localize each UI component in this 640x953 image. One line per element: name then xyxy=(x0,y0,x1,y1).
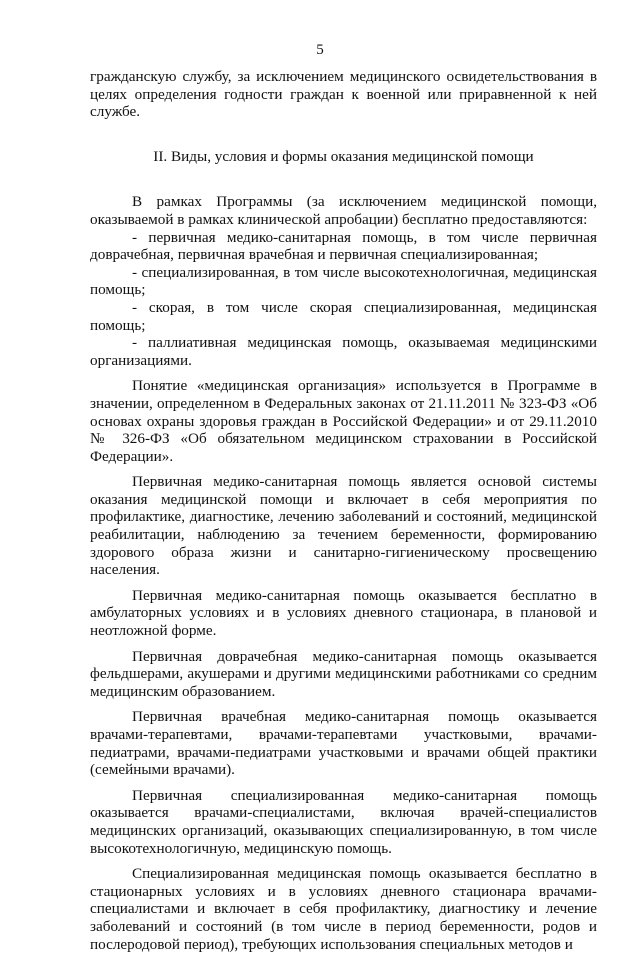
paragraph-prephysician-care: Первичная доврачебная медико-санитарная помощь оказывается фельдшерами, акушерами и другими медицинскими работниками со средним медицинским образованием. xyxy=(90,647,597,700)
page-number: 5 xyxy=(316,42,324,58)
paragraph-specialist-care: Первичная специализированная медико-санитарная помощь оказывается врачами-специалистами, включая врачей-специалистов медицинских организаций, оказывающих специализированную, в том числе высокотехнологичную, медицинскую помощь. xyxy=(90,786,597,857)
list-item-specialized-care: - специализированная, в том числе высокотехнологичная, медицинская помощь; xyxy=(90,263,597,299)
paragraph-continuation: гражданскую службу, за исключением медицинского освидетельствования в целях определения годности граждан к военной или приравненной к ней службе. xyxy=(90,68,597,121)
paragraph-physician-care: Первичная врачебная медико-санитарная помощь оказывается врачами-терапевтами, врачами-терапевтами участковыми, врачами-педиатрами, врачами-педиатрами участковыми и врачами общей практики (семейными врачами). xyxy=(90,708,597,779)
document-body xyxy=(90,68,597,953)
paragraph-definition: Понятие «медицинская организация» используется в Программе в значении, определенном в Федеральных законах от 21.11.2011 № 323-ФЗ «Об основах охраны здоровья граждан в Российской Федерации» и от 29.11.2010 № 326-ФЗ «Об обязательном медицинском страховании в Российской Федерации». xyxy=(90,377,597,465)
paragraph-specialized-care: Специализированная медицинская помощь оказывается бесплатно в стационарных условиях и в условиях дневного стационара врачами-специалистами и включает в себя профилактику, диагностику и лечение заболеваний и состояний (в том числе в период беременности, родов и послеродовой период), требующих использования специальных методов и xyxy=(90,865,597,953)
paragraph-primary-care-basis: Первичная медико-санитарная помощь является основой системы оказания медицинской помощи и включает в себя мероприятия по профилактике, диагностике, лечению заболеваний и состояний, медицинской реабилитации, наблюдению за течением беременности, формированию здорового образа жизни и санитарно-гигиеническому просвещению населения. xyxy=(90,473,597,579)
section-heading: II. Виды, условия и формы оказания медицинской помощи xyxy=(153,147,534,165)
paragraph-primary-care-free: Первичная медико-санитарная помощь оказывается бесплатно в амбулаторных условиях и в условиях дневного стационара, в плановой и неотложной форме. xyxy=(90,586,597,640)
list-item-palliative-care: - паллиативная медицинская помощь, оказываемая медицинскими организациями. xyxy=(90,334,597,369)
list-item-primary-care: - первичная медико-санитарная помощь, в том числе первичная доврачебная, первичная врачебная и первичная специализированная; xyxy=(90,228,597,264)
paragraph-program-scope: В рамках Программы (за исключением медицинской помощи, оказываемой в рамках клинической апробации) бесплатно предоставляются: xyxy=(90,193,597,228)
list-item-emergency-care: - скорая, в том числе скорая специализированная, медицинская помощь; xyxy=(90,298,597,334)
